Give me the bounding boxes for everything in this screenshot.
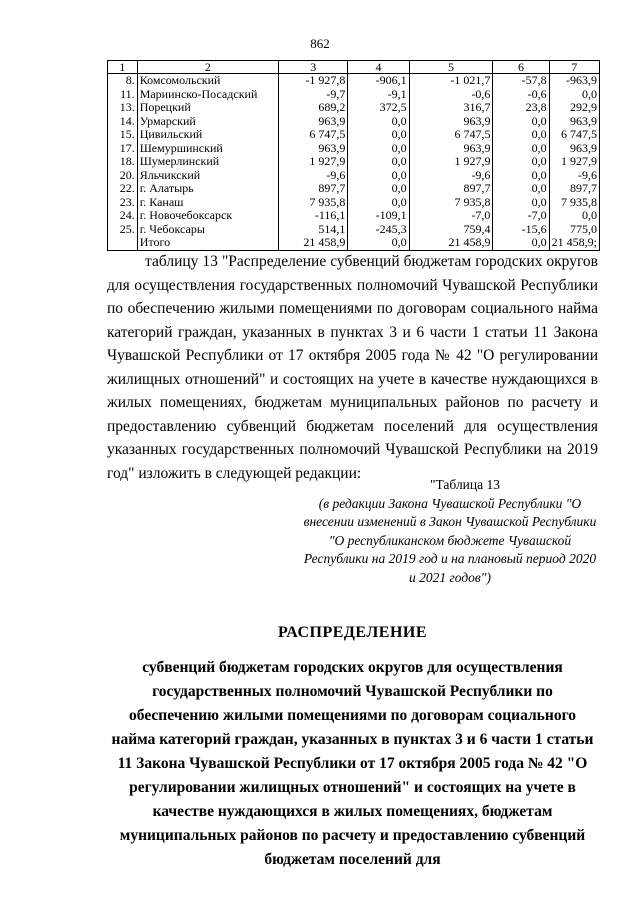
row-name: г. Чебоксары bbox=[137, 223, 278, 237]
table-cell: 689,2 bbox=[279, 101, 348, 115]
subvention-table bbox=[107, 60, 600, 251]
row-number bbox=[108, 236, 138, 250]
table-body bbox=[108, 74, 600, 251]
row-name: г. Алатырь bbox=[137, 182, 278, 196]
row-number: 15. bbox=[108, 128, 138, 142]
row-number: 17. bbox=[108, 142, 138, 156]
row-name: г. Канаш bbox=[137, 196, 278, 210]
table-cell: 21 458,9; bbox=[549, 236, 599, 250]
table-cell: -7,0 bbox=[493, 209, 549, 223]
table-row bbox=[108, 88, 600, 102]
table-cell: 0,0 bbox=[348, 142, 409, 156]
row-name: Урмарский bbox=[137, 115, 278, 129]
table-cell: -116,1 bbox=[279, 209, 348, 223]
body-paragraph: таблицу 13 "Распределение субвенций бюджетам городских округов для осуществления государственных полномочий Чувашской Республики по обеспечению жилыми помещениями по договорам социального найма категорий граждан, указанных в пунктах 3 и 6 части 1 статьи 11 Закона Чувашской Республики от 17 октября 2005 года № 42 "О регулировании жилищных отношений" и состоящих на учете в качестве нуждающихся в жилых помещениях, бюджетам муниципальных районов по расчету и предоставлению субвенций бюджетам поселений для осуществления указанных государственных полномочий Чувашской Республики на 2019 год" изложить в следующей редакции: bbox=[107, 253, 598, 482]
table-cell: 775,0 bbox=[549, 223, 599, 237]
table-cell: -906,1 bbox=[348, 74, 409, 88]
row-name: Мариинско-Посадский bbox=[137, 88, 278, 102]
table-cell: 21 458,9 bbox=[279, 236, 348, 250]
table-cell: -963,9 bbox=[549, 74, 599, 88]
note-body: (в редакции Закона Чувашской Республики "О внесении изменений в Закон Чувашской Республики "О республиканском бюджете Чувашской Республики на 2019 год и на плановый период 2020 и 2021 годов") bbox=[303, 495, 597, 585]
table-cell: 1 927,9 bbox=[279, 155, 348, 169]
table-row bbox=[108, 74, 600, 88]
table-cell: 7 935,8 bbox=[549, 196, 599, 210]
table-row bbox=[108, 169, 600, 183]
row-number: 18. bbox=[108, 155, 138, 169]
table-cell: -0,6 bbox=[493, 88, 549, 102]
table-cell: 897,7 bbox=[549, 182, 599, 196]
table-cell: -9,7 bbox=[279, 88, 348, 102]
column-header: 2 bbox=[137, 61, 278, 74]
table-cell: 0,0 bbox=[493, 182, 549, 196]
table-cell: 963,9 bbox=[549, 115, 599, 129]
row-name: Итого bbox=[137, 236, 278, 250]
table-cell: 292,9 bbox=[549, 101, 599, 115]
table-row bbox=[108, 142, 600, 156]
table-cell: 1 927,9 bbox=[549, 155, 599, 169]
table-cell: 0,0 bbox=[549, 88, 599, 102]
table-cell: 514,1 bbox=[279, 223, 348, 237]
table-cell: 897,7 bbox=[409, 182, 493, 196]
page-number: 862 bbox=[310, 36, 330, 51]
table-cell: 0,0 bbox=[348, 128, 409, 142]
table-cell: 0,0 bbox=[549, 209, 599, 223]
table-cell: 0,0 bbox=[493, 196, 549, 210]
table-cell: -0,6 bbox=[409, 88, 493, 102]
row-number: 11. bbox=[108, 88, 138, 102]
table-cell: 963,9 bbox=[549, 142, 599, 156]
table-cell: -15,6 bbox=[493, 223, 549, 237]
heading-title: РАСПРЕДЕЛЕНИЕ bbox=[277, 624, 428, 641]
table-cell: 6 747,5 bbox=[279, 128, 348, 142]
column-header: 5 bbox=[409, 61, 493, 74]
table-row bbox=[108, 128, 600, 142]
table-row bbox=[108, 155, 600, 169]
table-cell: 0,0 bbox=[493, 169, 549, 183]
table-cell: 0,0 bbox=[493, 155, 549, 169]
table-cell: -1 021,7 bbox=[409, 74, 493, 88]
table-cell: -1 927,8 bbox=[279, 74, 348, 88]
table-cell: 963,9 bbox=[279, 115, 348, 129]
table-cell: 372,5 bbox=[348, 101, 409, 115]
table-note bbox=[300, 476, 600, 587]
table-row bbox=[108, 115, 600, 129]
table-cell: 316,7 bbox=[409, 101, 493, 115]
table-cell: 6 747,5 bbox=[409, 128, 493, 142]
body-text bbox=[107, 250, 598, 485]
table-cell: -7,0 bbox=[409, 209, 493, 223]
table-cell: 963,9 bbox=[409, 115, 493, 129]
row-name: г. Новочебоксарск bbox=[137, 209, 278, 223]
table-cell: 0,0 bbox=[493, 128, 549, 142]
row-name: Яльчикский bbox=[137, 169, 278, 183]
table-cell: -245,3 bbox=[348, 223, 409, 237]
table-row bbox=[108, 209, 600, 223]
table-row bbox=[108, 196, 600, 210]
row-number: 8. bbox=[108, 74, 138, 88]
table-cell: 963,9 bbox=[279, 142, 348, 156]
row-name: Шемуршинский bbox=[137, 142, 278, 156]
table-cell: -9,6 bbox=[549, 169, 599, 183]
row-number: 14. bbox=[108, 115, 138, 129]
heading-subtitle: субвенций бюджетам городских округов для осуществления государственных полномочий Чувашской Республики по обеспечению жилыми помещениями по договорам социального найма категорий граждан, указанных в пунктах 3 и 6 части 1 статьи 11 Закона Чувашской Республики от 17 октября 2005 года № 42 "О регулировании жилищных отношений" и состоящих на учете в качестве нуждающихся в жилых помещениях, бюджетам муниципальных районов по расчету и предоставлению субвенций бюджетам поселений для bbox=[111, 659, 594, 868]
row-number: 25. bbox=[108, 223, 138, 237]
table-cell: 0,0 bbox=[493, 115, 549, 129]
column-header: 1 bbox=[108, 61, 138, 74]
row-number: 23. bbox=[108, 196, 138, 210]
table-cell: 1 927,9 bbox=[409, 155, 493, 169]
table-cell: -9,1 bbox=[348, 88, 409, 102]
table-cell: -57,8 bbox=[493, 74, 549, 88]
table-cell: 0,0 bbox=[493, 142, 549, 156]
table-cell: 0,0 bbox=[348, 155, 409, 169]
table-row bbox=[108, 236, 600, 250]
row-number: 24. bbox=[108, 209, 138, 223]
table-cell: 0,0 bbox=[348, 196, 409, 210]
table-cell: 963,9 bbox=[409, 142, 493, 156]
table-cell: 21 458,9 bbox=[409, 236, 493, 250]
column-header: 7 bbox=[549, 61, 599, 74]
table-cell: 0,0 bbox=[348, 169, 409, 183]
row-number: 13. bbox=[108, 101, 138, 115]
table-cell: 0,0 bbox=[348, 182, 409, 196]
table-cell: -9,6 bbox=[279, 169, 348, 183]
row-number: 20. bbox=[108, 169, 138, 183]
table-cell: 0,0 bbox=[493, 236, 549, 250]
table-cell: -109,1 bbox=[348, 209, 409, 223]
row-name: Комсомольский bbox=[137, 74, 278, 88]
section-heading bbox=[107, 620, 598, 872]
column-header: 4 bbox=[348, 61, 409, 74]
table-row bbox=[108, 182, 600, 196]
table-cell: 7 935,8 bbox=[409, 196, 493, 210]
table-cell: 759,4 bbox=[409, 223, 493, 237]
column-header: 6 bbox=[493, 61, 549, 74]
row-name: Шумерлинский bbox=[137, 155, 278, 169]
table-cell: 897,7 bbox=[279, 182, 348, 196]
note-title: "Таблица 13 bbox=[430, 477, 500, 492]
table-cell: 23,8 bbox=[493, 101, 549, 115]
table-cell: -9,6 bbox=[409, 169, 493, 183]
table-cell: 7 935,8 bbox=[279, 196, 348, 210]
row-name: Порецкий bbox=[137, 101, 278, 115]
row-number: 22. bbox=[108, 182, 138, 196]
table-cell: 0,0 bbox=[348, 115, 409, 129]
table-row bbox=[108, 223, 600, 237]
table-row bbox=[108, 101, 600, 115]
row-name: Цивильский bbox=[137, 128, 278, 142]
table-header-row bbox=[108, 61, 600, 74]
table-cell: 0,0 bbox=[348, 236, 409, 250]
column-header: 3 bbox=[279, 61, 348, 74]
table-cell: 6 747,5 bbox=[549, 128, 599, 142]
